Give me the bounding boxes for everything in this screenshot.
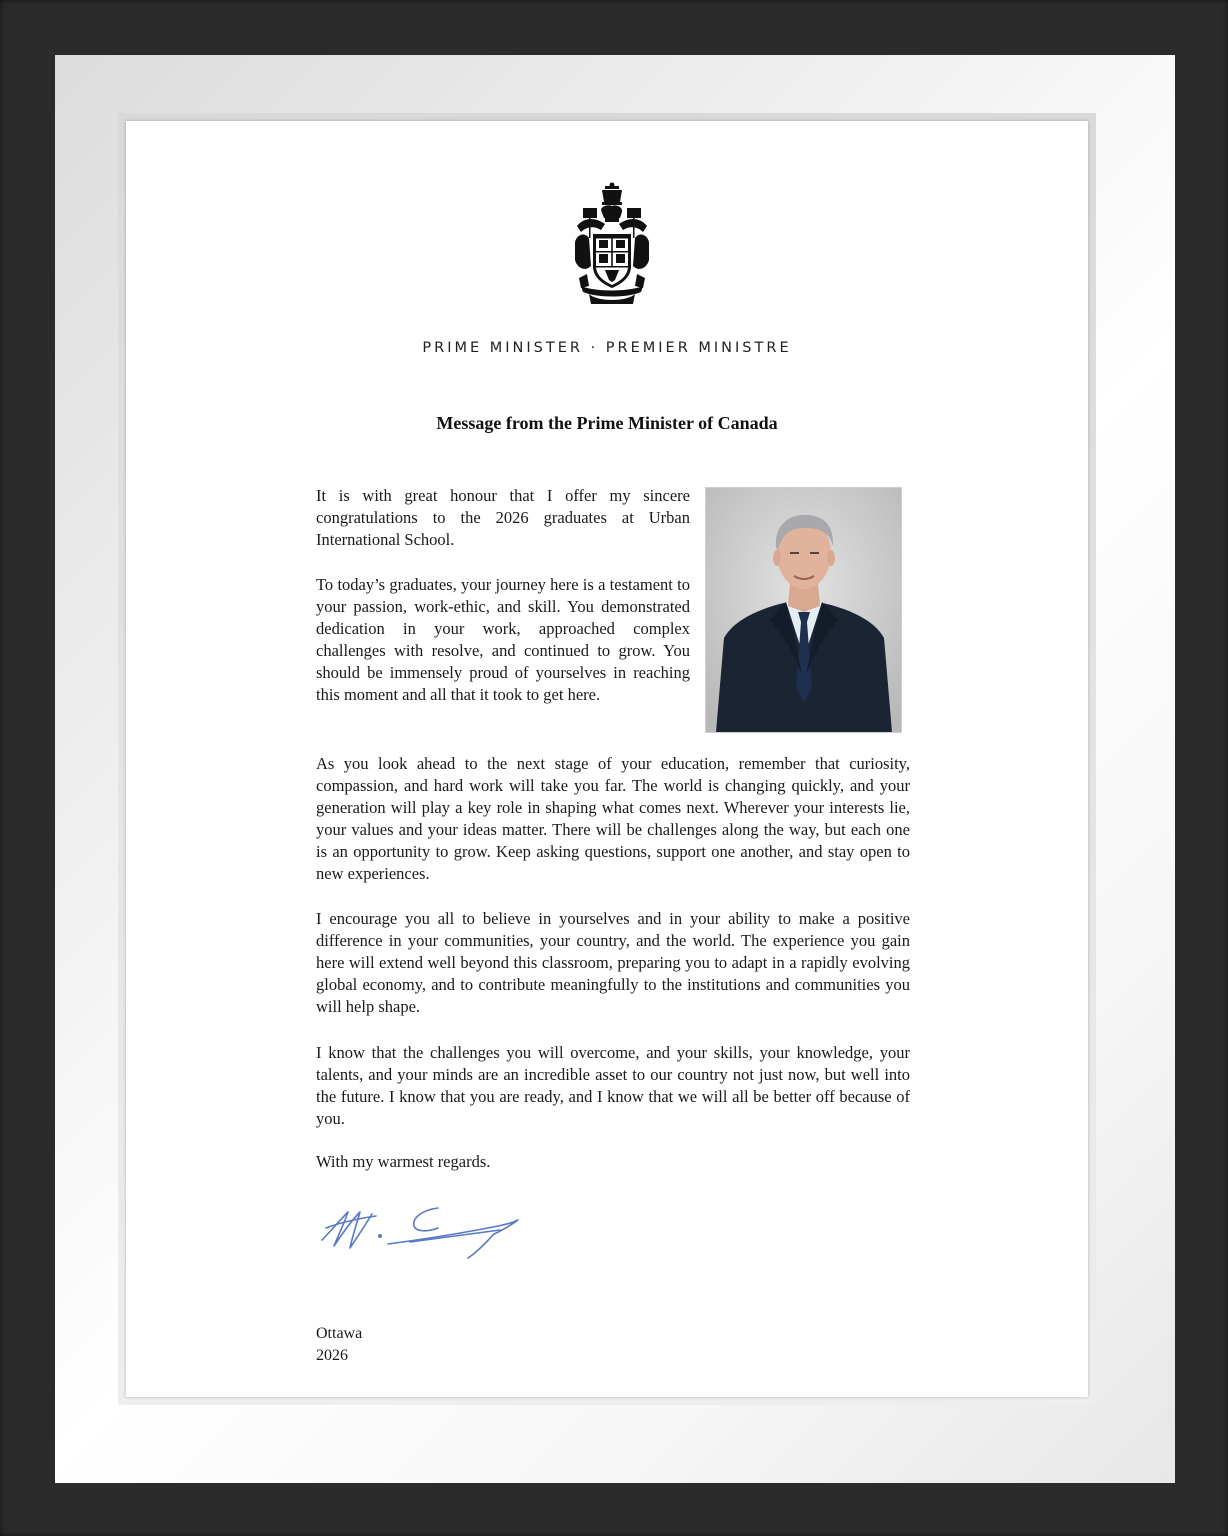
closing-line: With my warmest regards. [316,1152,491,1171]
coat-of-arms-icon [571,182,653,308]
portrait-photo [705,487,902,733]
paragraph-2: To today’s graduates, your journey here is a testament to your passion, work-ethic, and skill. You demonstrated dedication in your work, approached complex challenges with resolve, and continued to grow. You should be immensely proud of yourselves in reaching this moment and all that it took to get here. [316,575,690,704]
signature [318,1200,523,1265]
message-heading: Message from the Prime Minister of Canada [436,413,778,433]
paragraph-3: As you look ahead to the next stage of your education, remember that curiosity, compassion, and hard work will take you far. The world is changing quickly, and your generation will play a key role in shaping what comes next. Wherever your interests lie, your values and your ideas matter. There will be challenges along the way, but each one is an opportunity to grow. Keep asking questions, support one another, and stay open to new experiences. [316,754,910,883]
paragraph-1: It is with great honour that I offer my sincere congratulations to the 2026 graduates at Urban International School. [316,486,690,549]
place-year: 2026 [316,1347,348,1364]
signature-place-date [316,1323,362,1367]
place-city: Ottawa [316,1325,363,1342]
paragraph-4: I encourage you all to believe in yourselves and in your ability to make a positive difference in your communities, your country, and the world. The experience you gain here will extend well beyond this classroom, preparing you to adapt in a rapidly evolving global economy, and to contribute meaningfully to the institutions and communities you will help shape. [316,909,910,1016]
paragraph-5: I know that the challenges you will overcome, and your skills, your knowledge, your talents, and your minds are an incredible asset to our country not just now, but well into the future. I know that you are ready, and I know that we will all be better off because of you. [316,1043,910,1128]
office-title: PRIME MINISTER · PREMIER MINISTRE [422,340,792,356]
